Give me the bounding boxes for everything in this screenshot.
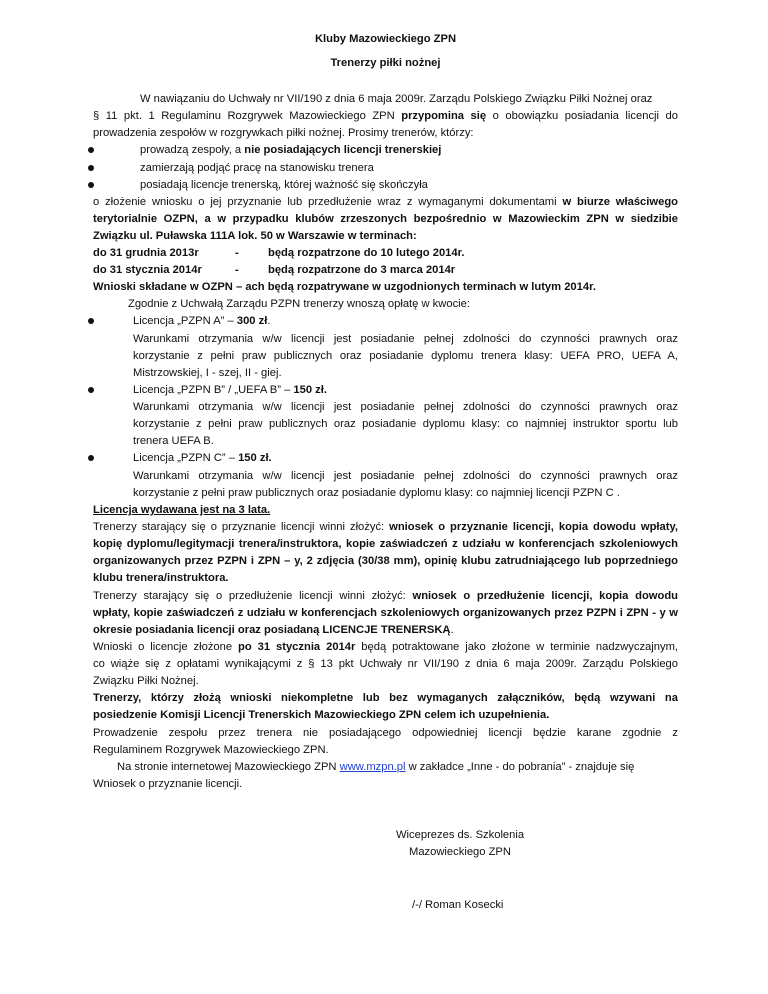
license-validity: Licencja wydawana jest na 3 lata. xyxy=(93,504,271,516)
incomplete-line-2: posiedzenie Komisji Licencji Trenerskich Mazowieckiego ZPN celem ich uzupełnienia. xyxy=(93,709,550,721)
license-b-cond-2: korzystanie z pełni praw publicznych oraz posiadanie dyplomu klasy: co najmniej instruktor sportu lub xyxy=(133,418,678,430)
penalty-line-2: Regulaminem Rozgrywek Mazowieckiego ZPN. xyxy=(93,744,329,756)
coach-item-1: prowadzą zespoły, a nie posiadających licencji trenerskiej xyxy=(140,144,442,156)
grant-line-2: kopię dyplomu/legitymacji trenera/instruktora, kopie zaświadczeń z udziału w konferencjach szkoleniowych xyxy=(93,538,678,550)
signature-role-2: Mazowieckiego ZPN xyxy=(409,846,511,858)
deadline-row-2: do 31 stycznia 2014r xyxy=(93,264,202,276)
license-b-cond-1: Warunkami otrzymania w/w licencji jest posiadanie pełnej zdolności do czynności prawnych oraz xyxy=(133,401,678,413)
bullet-icon xyxy=(88,147,94,153)
extend-line-1: Trenerzy starający się o przedłużenie licencji winni złożyć: wniosek o przedłużenie licencji, kopia dowodu xyxy=(93,590,678,602)
license-c-cond-2: korzystanie z pełni praw publicznych oraz posiadanie dyplomu klasy: co najmniej licencji PZPN C . xyxy=(133,487,620,499)
deadline-dash-1: - xyxy=(235,247,239,259)
license-a-title: Licencja „PZPN A” – 300 zł. xyxy=(133,315,271,327)
late-line-2: co wiąże się z opłatami wynikającymi z § 13 pkt Uchwały nr VII/190 z dnia 6 maja 2009r. Zarządu Polskiego xyxy=(93,658,678,670)
bullet-icon xyxy=(88,182,94,188)
bullet-icon xyxy=(88,318,94,324)
submission-line-3: Związku ul. Puławska 111A lok. 50 w Warszawie w terminach: xyxy=(93,230,417,242)
bullet-icon xyxy=(88,455,94,461)
penalty-line-1: Prowadzenie zespołu przez trenera nie posiadającego odpowiedniej licencji będzie karane zgodnie z xyxy=(93,727,678,739)
doc-title: Kluby Mazowieckiego ZPN xyxy=(314,33,457,45)
late-line-1: Wnioski o licencje złożone po 31 stycznia 2014r będą potraktowane jako złożone w terminie nadzwyczajnym, xyxy=(93,641,679,653)
license-b-cond-3: trenera UEFA B. xyxy=(133,435,214,447)
grant-line-4: klubu trenera/instruktora. xyxy=(93,572,229,584)
signature-role-1: Wiceprezes ds. Szkolenia xyxy=(396,829,525,841)
deadline-result-1: będą rozpatrzone do 10 lutego 2014r. xyxy=(268,247,465,259)
coach-item-2: zamierzają podjąć pracę na stanowisku trenera xyxy=(140,162,374,174)
license-c-title: Licencja „PZPN C” – 150 zł. xyxy=(133,452,272,464)
late-line-3: Związku Piłki Nożnej. xyxy=(93,675,199,687)
ozpn-note: Wnioski składane w OZPN – ach będą rozpatrywane w uzgodnionych terminach w lutym 2014r. xyxy=(93,281,596,293)
incomplete-line-1: Trenerzy, którzy złożą wnioski niekompletne lub bez wymaganych załączników, będą wzywani na xyxy=(93,692,678,704)
license-b-title: Licencja „PZPN B” / „UEFA B” – 150 zł. xyxy=(133,384,327,396)
submission-line-1: o złożenie wniosku o jej przyznanie lub przedłużenie wraz z wymaganymi dokumentami w biurze właściwego xyxy=(93,196,678,208)
website-line-2: Wniosek o przyznanie licencji. xyxy=(93,778,243,790)
signature-name: /-/ Roman Kosecki xyxy=(412,899,504,911)
website-line-1: Na stronie internetowej Mazowieckiego ZPN www.mzpn.pl w zakładce „Inne - do pobrania” - znajduje się xyxy=(117,761,635,773)
deadline-dash-2: - xyxy=(235,264,239,276)
submission-line-2: terytorialnie OZPN, a w przypadku klubów zrzeszonych bezpośrednio w Mazowieckim ZPN w siedzibie xyxy=(93,213,678,225)
intro-line-3: prowadzenia zespołów w rozgrywkach piłki nożnej. Prosimy trenerów, którzy: xyxy=(93,127,474,139)
intro-line-1: W nawiązaniu do Uchwały nr VII/190 z dnia 6 maja 2009r. Zarządu Polskiego Związku Piłki Nożnej oraz xyxy=(140,93,653,105)
deadline-row-1: do 31 grudnia 2013r xyxy=(93,247,199,259)
license-a-cond-1: Warunkami otrzymania w/w licencji jest posiadanie pełnej zdolności do czynności prawnych oraz xyxy=(133,333,678,345)
website-link[interactable]: www.mzpn.pl xyxy=(339,761,406,773)
intro-line-2: § 11 pkt. 1 Regulaminu Rozgrywek Mazowieckiego ZPN przypomina się o obowiązku posiadania licencji do xyxy=(93,110,678,122)
license-a-cond-2: korzystanie z pełni praw publicznych oraz posiadanie dyplomu trenera klasy: UEFA PRO, UEFA A, xyxy=(133,350,678,362)
doc-subtitle: Trenerzy piłki nożnej xyxy=(330,57,441,69)
deadline-result-2: będą rozpatrzone do 3 marca 2014r xyxy=(268,264,456,276)
bullet-icon xyxy=(88,165,94,171)
license-a-cond-3: Mistrzowskiej, I - szej, II - giej. xyxy=(133,367,282,379)
bullet-icon xyxy=(88,387,94,393)
grant-line-3: organizowanych przez PZPN i ZPN – y, 2 zdjęcia (30/38 mm), opinię klubu zatrudniającego lub poprzedniego xyxy=(93,555,678,567)
grant-line-1: Trenerzy starający się o przyznanie licencji winni złożyć: wniosek o przyznanie licencji, kopia dowodu wpłaty, xyxy=(93,521,678,533)
license-c-cond-1: Warunkami otrzymania w/w licencji jest posiadanie pełnej zdolności do czynności prawnych oraz xyxy=(133,470,678,482)
fees-intro: Zgodnie z Uchwałą Zarządu PZPN trenerzy wnoszą opłatę w kwocie: xyxy=(128,298,470,310)
coach-item-3: posiadają licencje trenerską, której ważność się skończyła xyxy=(140,179,428,191)
extend-line-3: okresie posiadania licencji oraz posiadaną LICENCJE TRENERSKĄ. xyxy=(93,624,454,636)
extend-line-2: wpłaty, kopie zaświadczeń z udziału w konferencjach szkoleniowych organizowanych przez PZPN i ZPN - y w xyxy=(93,607,678,619)
